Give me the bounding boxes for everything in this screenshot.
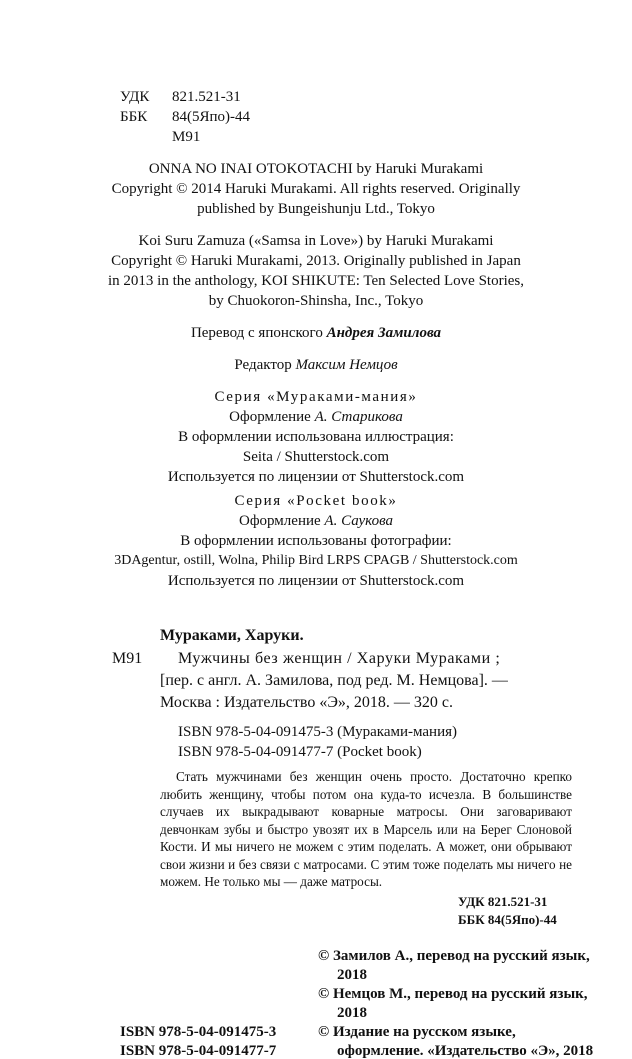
series-murakami-design (0, 410, 632, 425)
illustration-note: В оформлении использована иллюстрация: (178, 429, 454, 445)
designer-name: А. Саукова (324, 513, 394, 529)
series-murakami-title: Серия «Мураками-мания» (214, 389, 418, 405)
annotation-udk: УДК 821.521-31 (458, 894, 548, 909)
photo-credit: 3DAgentur, ostill, Wolna, Philip Bird LRPS CPAGB / Shutterstock.com (114, 553, 518, 568)
translator-name: Андрея Замилова (326, 325, 442, 341)
bib-isbn-1: ISBN 978-5-04-091475-3 (Мураками-мания) (178, 724, 458, 740)
publisher-line: published by Bungeishunju Ltd., Tokyo (197, 201, 435, 217)
translation-prefix: Перевод с японского (190, 325, 327, 341)
annotation-text: Стать мужчинами без женщин очень просто. Достаточно крепко любить женщину, чтобы потом она куда-то исчезла. В большинстве случаев их выкрадывают коварные матросы. Они заговаривают девчонкам зубы и быстро увозят их в Марсель или на Берег Слоновой Кости. И мы ничего не можем с этим поделать. А может, они обрывают свои жизни и без связи с матросами. С этим тоже поделать мы ничего не можем. Не только мы — даже матросы. (160, 769, 572, 889)
illustration-license: Используется по лицензии от Shutterstock.com (167, 469, 465, 485)
rights-translation-1: © Замилов А., перевод на русский язык, (318, 948, 590, 964)
annotation (160, 768, 572, 891)
footer-isbn-2: ISBN 978-5-04-091477-7 (120, 1043, 277, 1059)
bib-imprint-line: Москва : Издательство «Э», 2018. — 320 с. (160, 694, 453, 711)
editor-prefix: Редактор (234, 357, 296, 373)
designer-name: А. Старикова (314, 409, 403, 425)
rights-edition: © Издание на русском языке, (318, 1024, 516, 1040)
annotation-bbk: ББК 84(5Япо)-44 (458, 912, 557, 927)
bib-title-line: Мужчины без женщин / Харуки Мураками ; (178, 650, 501, 667)
rights-edition-design: оформление. «Издательство «Э», 2018 (337, 1043, 594, 1059)
samsa-copyright-line: Copyright © Haruki Murakami, 2013. Originally published in Japan (111, 253, 521, 269)
author-heading: Мураками, Харуки. (160, 627, 304, 644)
rights-editor-year: 2018 (337, 1005, 367, 1021)
photo-note: В оформлении использованы фотографии: (180, 533, 452, 549)
bbk-value: 84(5Япо)-44 (172, 109, 251, 125)
series-pocket-title: Серия «Pocket book» (234, 493, 398, 509)
footer-isbn-1: ISBN 978-5-04-091475-3 (120, 1024, 277, 1040)
rights-translation-1-year: 2018 (337, 967, 367, 983)
design-prefix: Оформление (229, 409, 315, 425)
udk-value: 821.521-31 (172, 89, 241, 105)
series-pocket-design (0, 514, 632, 529)
author-mark: М91 (172, 129, 201, 145)
illustration-credit: Seita / Shutterstock.com (242, 449, 390, 465)
bib-isbn-2: ISBN 978-5-04-091477-7 (Pocket book) (178, 744, 422, 760)
editor-credit (0, 358, 632, 373)
bib-mark: М91 (112, 650, 143, 667)
bbk-label: ББК (120, 109, 148, 125)
samsa-title-line: Koi Suru Zamuza («Samsa in Love») by Haruki Murakami (138, 233, 494, 249)
bib-translation-line: [пер. с англ. А. Замилова, под ред. М. Немцова]. — (160, 672, 508, 689)
translation-credit (0, 326, 632, 341)
rights-editor: © Немцов М., перевод на русский язык, (318, 986, 588, 1002)
samsa-anthology-line: in 2013 in the anthology, KOI SHIKUTE: Ten Selected Love Stories, (108, 273, 524, 289)
samsa-publisher-line: by Chuokoron-Shinsha, Inc., Tokyo (208, 293, 424, 309)
design-prefix: Оформление (238, 513, 325, 529)
udk-label: УДК (120, 89, 150, 105)
photo-license: Используется по лицензии от Shutterstock.com (167, 573, 465, 589)
original-title-line: ONNA NO INAI OTOKOTACHI by Haruki Murakami (148, 161, 484, 177)
copyright-line: Copyright © 2014 Haruki Murakami. All rights reserved. Originally (111, 181, 521, 197)
editor-name: Максим Немцов (295, 357, 398, 373)
